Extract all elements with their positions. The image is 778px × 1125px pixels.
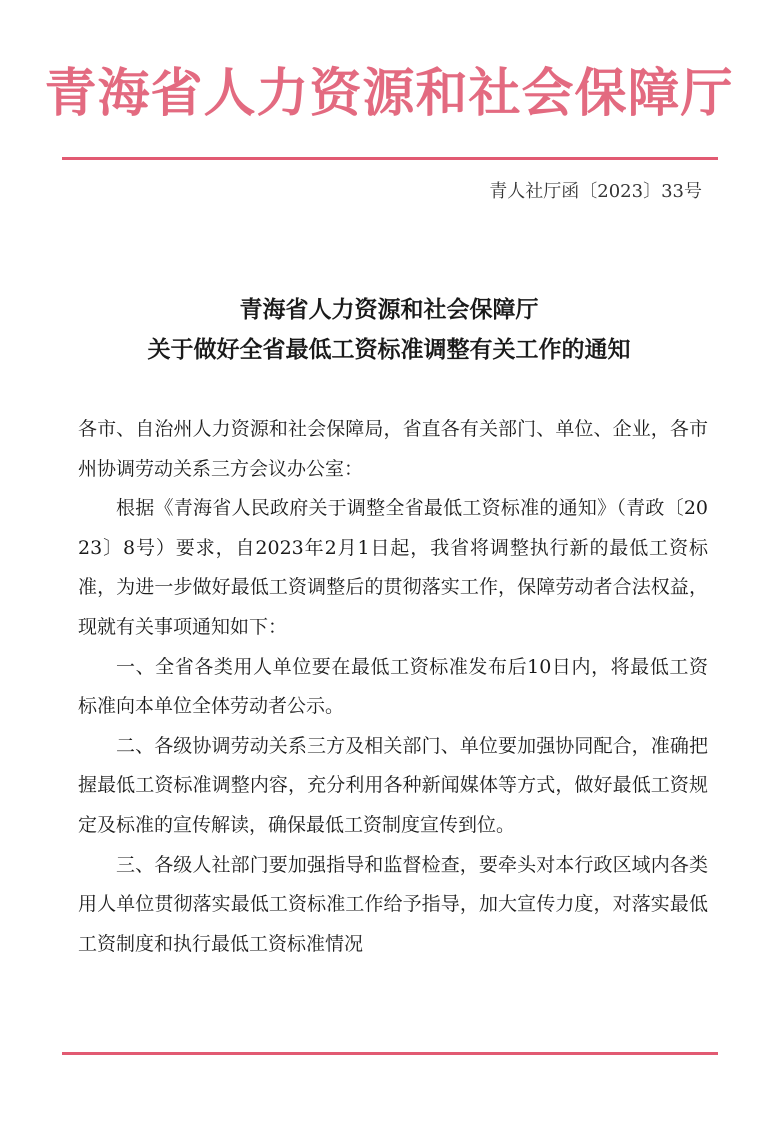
- paragraph-intro: 根据《青海省人民政府关于调整全省最低工资标准的通知》（青政〔2023〕8号）要求，自2023年2月1日起，我省将调整执行新的最低工资标准，为进一步做好最低工资调整后的贯彻落实工作，保障劳动者合法权益，现就有关事项通知如下：: [78, 497, 708, 638]
- document-body: [78, 410, 708, 964]
- addressee: 各市、自治州人力资源和社会保障局，省直各有关部门、单位、企业，各市州协调劳动关系三方会议办公室：: [78, 418, 708, 480]
- title-line-1: 青海省人力资源和社会保障厅: [239, 297, 539, 323]
- document-number: 青人社厅函〔2023〕33号: [489, 181, 702, 202]
- paragraph-item-2: 二、各级协调劳动关系三方及相关部门、单位要加强协同配合，准确把握最低工资标准调整内容，充分利用各种新闻媒体等方式，做好最低工资规定及标准的宣传解读，确保最低工资制度宣传到位。: [78, 734, 708, 836]
- paragraph-item-3: 三、各级人社部门要加强指导和监督检查，要牵头对本行政区域内各类用人单位贯彻落实最低工资标准工作给予指导，加大宣传力度，对落实最低工资制度和执行最低工资标准情况: [78, 853, 708, 955]
- document-title: [0, 290, 778, 370]
- paragraph-item-1: 一、全省各类用人单位要在最低工资标准发布后10日内，将最低工资标准向本单位全体劳动者公示。: [78, 655, 708, 718]
- title-line-2: 关于做好全省最低工资标准调整有关工作的通知: [147, 337, 631, 363]
- footer-divider: [62, 1052, 718, 1055]
- agency-masthead: 青海省人力资源和社会保障厅: [44, 64, 734, 124]
- header-divider: [62, 157, 718, 160]
